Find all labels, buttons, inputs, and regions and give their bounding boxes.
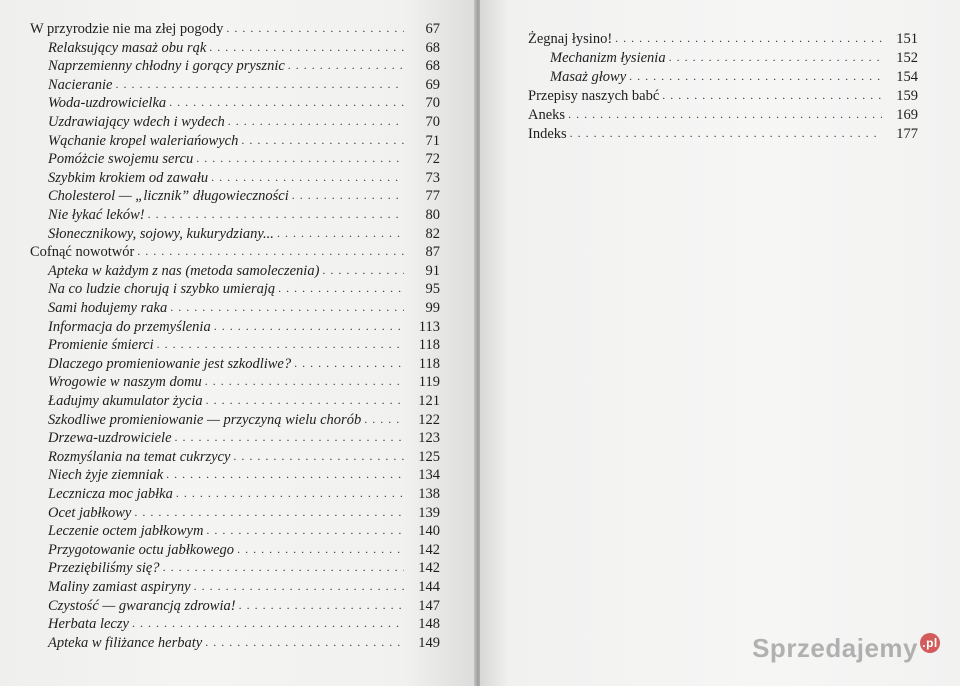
toc-entry-page: 125 [418, 448, 440, 465]
toc-leader-dots [292, 186, 404, 204]
toc-entry [48, 578, 440, 596]
toc-entry [48, 355, 440, 373]
toc-entry [48, 429, 440, 447]
toc-leader-dots [196, 149, 404, 167]
toc-leader-dots [294, 354, 404, 372]
toc-entry-page: 68 [425, 39, 440, 56]
toc-leader-dots [157, 335, 404, 353]
toc-entry-page: 119 [418, 374, 440, 391]
toc-leader-dots [237, 540, 404, 558]
toc-leader-dots [194, 577, 404, 595]
toc-leader-dots [209, 38, 404, 56]
toc-entry-page: 77 [425, 188, 440, 205]
toc-leader-dots [166, 465, 404, 483]
toc-entry-page: 82 [425, 225, 440, 242]
toc-entry-title: Apteka w każdym z nas (metoda samoleczenia) [48, 262, 320, 279]
toc-entry [48, 504, 440, 522]
toc-leader-dots [206, 521, 404, 539]
toc-entry-page: 142 [418, 560, 440, 577]
toc-entry [48, 318, 440, 336]
toc-entry-page: 73 [425, 169, 440, 186]
toc-leader-dots [170, 298, 404, 316]
watermark-logo: Sprzedajemy .pl [752, 633, 940, 664]
toc-entry-title: Ładujmy akumulator życia [48, 393, 203, 409]
toc-entry-page: 67 [425, 21, 440, 37]
toc-entry-page: 72 [425, 151, 440, 168]
toc-entry-page: 159 [896, 88, 918, 104]
toc-entry [528, 106, 918, 124]
toc-entry [30, 243, 440, 261]
toc-entry [48, 150, 440, 168]
toc-leader-dots [241, 131, 404, 149]
toc-leader-dots [669, 48, 882, 66]
toc-entry-title: Aneks [528, 107, 566, 123]
toc-entry-page: 87 [425, 244, 440, 261]
toc-entry [528, 125, 918, 143]
toc-leader-dots [137, 242, 404, 260]
toc-entry-title: Cholesterol — „licznik” długowieczności [48, 188, 289, 205]
toc-entry [30, 20, 440, 38]
toc-leader-dots [233, 447, 404, 465]
toc-entry-title: W przyrodzie nie ma złej pogody [30, 21, 224, 37]
toc-entry-title: Ocet jabłkowy [48, 504, 132, 521]
toc-entry [48, 225, 440, 243]
toc-entry-title: Mechanizm łysienia [550, 50, 666, 66]
toc-entry [528, 87, 918, 105]
toc-entry-page: 121 [418, 393, 440, 409]
toc-entry-title: Sami hodujemy raka [48, 300, 168, 316]
toc-leader-dots [148, 205, 404, 223]
toc-entry-title: Leczenie octem jabłkowym [48, 523, 204, 540]
toc-entry [48, 206, 440, 224]
toc-entry-title: Szkodliwe promieniowanie — przyczyną wielu chorób [48, 411, 362, 428]
toc-entry-page: 91 [425, 262, 440, 279]
toc-entry-title: Dlaczego promieniowanie jest szkodliwe? [48, 355, 292, 372]
toc-entry-page: 95 [425, 281, 440, 298]
toc-entry [48, 485, 440, 503]
toc-entry-page: 147 [418, 597, 440, 614]
toc-entry-page: 80 [425, 207, 440, 223]
toc-entry-title: Drzewa-uzdrowiciele [48, 430, 172, 447]
toc-entry-page: 149 [418, 634, 440, 651]
toc-entry-title: Żegnaj łysino! [528, 31, 613, 47]
toc-leader-dots [163, 558, 404, 576]
toc-entry-title: Niech żyje ziemniak [48, 467, 164, 484]
toc-entry-title: Nie łykać leków! [48, 207, 145, 223]
toc-entry-title: Przepisy naszych babć [528, 88, 660, 104]
toc-leader-dots [570, 124, 882, 142]
toc-entry-page: 122 [418, 411, 440, 428]
toc-entry [48, 336, 440, 354]
toc-leader-dots [205, 633, 404, 651]
toc-entry [48, 262, 440, 280]
toc-entry-title: Apteka w filiżance herbaty [48, 634, 203, 651]
toc-entry [48, 94, 440, 112]
toc-entry-page: 139 [418, 504, 440, 521]
toc-entry-page: 113 [418, 318, 440, 335]
toc-entry [528, 30, 918, 48]
toc-leader-dots [115, 75, 404, 93]
toc-leader-dots [226, 19, 404, 37]
toc-entry [48, 187, 440, 205]
toc-entry-page: 140 [418, 523, 440, 540]
toc-entry-title: Słonecznikowy, sojowy, kukurydziany... [48, 225, 274, 242]
toc-entry-title: Rozmyślania na temat cukrzycy [48, 448, 231, 465]
toc-entry-title: Informacja do przemyślenia [48, 318, 211, 335]
toc-entry-page: 118 [418, 337, 440, 354]
toc-entry [48, 634, 440, 652]
toc-entry [48, 522, 440, 540]
toc-entry-title: Promienie śmierci [48, 337, 154, 354]
toc-entry-title: Przeziębiliśmy się? [48, 560, 160, 577]
toc-entry-page: 70 [425, 114, 440, 130]
toc-leader-dots [132, 614, 404, 632]
toc-leader-dots [364, 410, 404, 428]
toc-entry-page: 123 [418, 430, 440, 447]
toc-entry-page: 138 [418, 486, 440, 502]
toc-entry [48, 392, 440, 410]
left-page [0, 0, 476, 686]
toc-entry-title: Lecznicza moc jabłka [48, 486, 173, 502]
toc-entry [48, 541, 440, 559]
toc-entry [550, 68, 918, 86]
toc-entry-title: Naprzemienny chłodny i gorący prysznic [48, 58, 285, 75]
toc-entry-page: 69 [425, 76, 440, 93]
toc-leader-dots [239, 596, 404, 614]
toc-entry [48, 39, 440, 57]
toc-entry [48, 57, 440, 75]
toc-entry [48, 448, 440, 466]
toc-entry-page: 134 [418, 467, 440, 484]
toc-leader-dots [214, 317, 404, 335]
toc-entry-title: Masaż głowy [550, 69, 627, 85]
toc-leader-dots [277, 224, 404, 242]
toc-leader-dots [206, 391, 404, 409]
toc-entry-title: Woda-uzdrowicielka [48, 95, 167, 112]
toc-entry-title: Uzdrawiający wdech i wydech [48, 114, 225, 130]
toc-leader-dots [211, 168, 404, 186]
toc-entry [48, 411, 440, 429]
toc-entry-title: Przygotowanie octu jabłkowego [48, 541, 235, 558]
toc-entry [48, 169, 440, 187]
toc-entry-title: Nacieranie [48, 76, 113, 93]
toc-entry-title: Szybkim krokiem od zawału [48, 169, 209, 186]
toc-entry-page: 148 [418, 616, 440, 633]
toc-entry-page: 144 [418, 579, 440, 595]
toc-leader-dots [134, 503, 404, 521]
toc-entry-page: 118 [418, 355, 440, 372]
toc-entry [48, 559, 440, 577]
toc-entry [48, 373, 440, 391]
toc-entry [48, 615, 440, 633]
toc-leader-dots [169, 93, 404, 111]
toc-entry-title: Czystość — gwarancją zdrowia! [48, 597, 236, 614]
toc-entry-page: 142 [418, 541, 440, 558]
toc-leader-dots [175, 428, 404, 446]
toc-entry-title: Wrogowie w naszym domu [48, 374, 202, 391]
toc-leader-dots [568, 105, 882, 123]
toc-leader-dots [205, 372, 404, 390]
toc-leader-dots [322, 261, 404, 279]
toc-entry-page: 71 [425, 132, 440, 149]
toc-entry [48, 132, 440, 150]
toc-entry-title: Relaksujący masaż obu rąk [48, 39, 207, 56]
toc-entry-page: 99 [425, 300, 440, 316]
toc-entry-title: Pomóżcie swojemu sercu [48, 151, 194, 168]
toc-leader-dots [278, 279, 404, 297]
toc-entry [48, 597, 440, 615]
toc-entry-page: 70 [425, 95, 440, 112]
toc-entry-page: 154 [896, 69, 918, 85]
toc-entry-page: 152 [896, 50, 918, 66]
toc-entry-page: 177 [896, 126, 918, 142]
toc-entry-title: Maliny zamiast aspiryny [48, 579, 191, 595]
toc-entry [48, 466, 440, 484]
toc-entry-title: Indeks [528, 126, 567, 142]
toc-entry-page: 151 [896, 31, 918, 47]
toc-entry-title: Wąchanie kropel waleriańowych [48, 132, 239, 149]
toc-entry-title: Cofnąć nowotwór [30, 244, 135, 261]
toc-entry-page: 169 [896, 107, 918, 123]
toc-leader-dots [228, 112, 404, 130]
toc-leader-dots [629, 67, 882, 85]
toc-entry [48, 113, 440, 131]
toc-leader-dots [615, 29, 882, 47]
toc-entry-title: Herbata leczy [48, 616, 129, 633]
toc-entry [48, 299, 440, 317]
toc-entry-title: Na co ludzie chorują i szybko umierają [48, 281, 276, 298]
toc-leader-dots [662, 86, 882, 104]
toc-entry-page: 68 [425, 58, 440, 75]
right-page [480, 0, 960, 686]
toc-leader-dots [288, 56, 404, 74]
toc-entry [48, 280, 440, 298]
toc-entry [550, 49, 918, 67]
toc-leader-dots [176, 484, 404, 502]
toc-entry [48, 76, 440, 94]
